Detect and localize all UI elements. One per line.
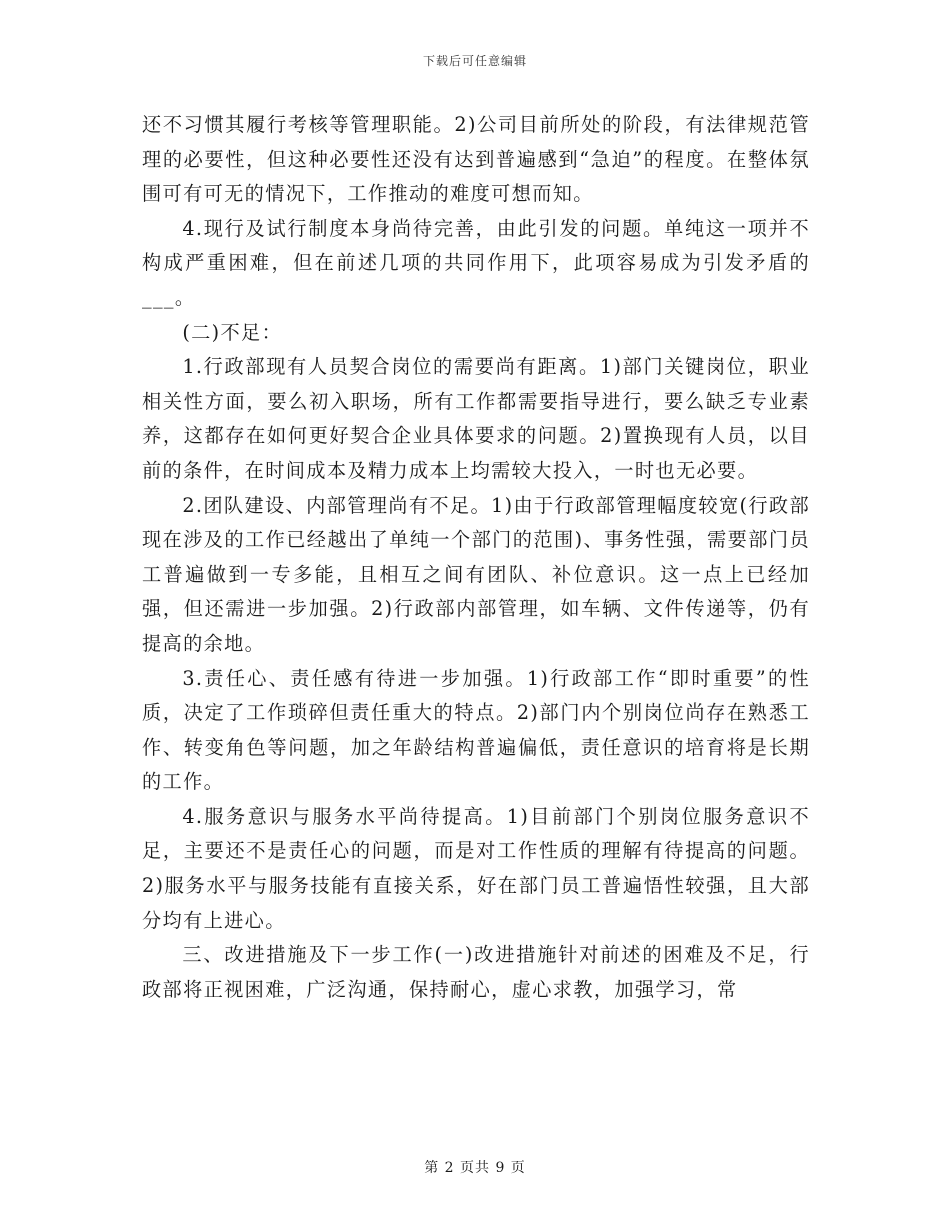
paragraph-item-1-staff: 1.行政部现有人员契合岗位的需要尚有距离。1)部门关键岗位，职业相关性方面，要么初入职场，所有工作都需要指导进行，要么缺乏专业素养，这都存在如何更好契合企业具体要求的问题。2)置换现有人员，以目前的条件，在时间成本及精力成本上均需较大投入，一时也无必要。 [142, 355, 810, 482]
paragraph-section-3-improvement: 三、改进措施及下一步工作(一)改进措施针对前述的困难及不足，行政部将正视困难，广泛沟通，保持耐心，虚心求教，加强学习，常 [142, 943, 810, 1001]
page-footer: 第 2 页共 9 页 [424, 1160, 526, 1176]
paragraph-item-2-team: 2.团队建设、内部管理尚有不足。1)由于行政部管理幅度较宽(行政部现在涉及的工作已经越出了单纯一个部门的范围)、事务性强，需要部门员工普遍做到一专多能，且相互之间有团队、补位意识。这一点上已经加强，但还需进一步加强。2)行政部内部管理，如车辆、文件传递等，仍有提高的余地。 [142, 493, 810, 655]
paragraph-item-4-service: 4.服务意识与服务水平尚待提高。1)目前部门个别岗位服务意识不足，主要还不是责任心的问题，而是对工作性质的理解有待提高的问题。2)服务水平与服务技能有直接关系，好在部门员工普遍悟性较强，且大部分均有上进心。 [142, 804, 810, 932]
page-header: 下载后可任意编辑 [422, 54, 527, 68]
paragraph-item-4-regulations: 4.现行及试行制度本身尚待完善，由此引发的问题。单纯这一项并不构成严重困难，但在前述几项的共同作用下，此项容易成为引发矛盾的___。 [142, 216, 810, 309]
section-heading-shortcomings: (二)不足： [182, 320, 283, 344]
paragraph-item-3-responsibility: 3.责任心、责任感有待进一步加强。1)行政部工作“即时重要”的性质，决定了工作琐碎但责任重大的特点。2)部门内个别岗位尚存在熟悉工作、转变角色等问题，加之年龄结构普遍偏低，责任意识的培育将是长期的工作。 [142, 666, 810, 794]
document-body [142, 108, 810, 1007]
paragraph-continuation: 还不习惯其履行考核等管理职能。2)公司目前所处的阶段，有法律规范管理的必要性，但这种必要性还没有达到普遍感到“急迫”的程度。在整体氛围可有可无的情况下，工作推动的难度可想而知。 [142, 113, 810, 206]
